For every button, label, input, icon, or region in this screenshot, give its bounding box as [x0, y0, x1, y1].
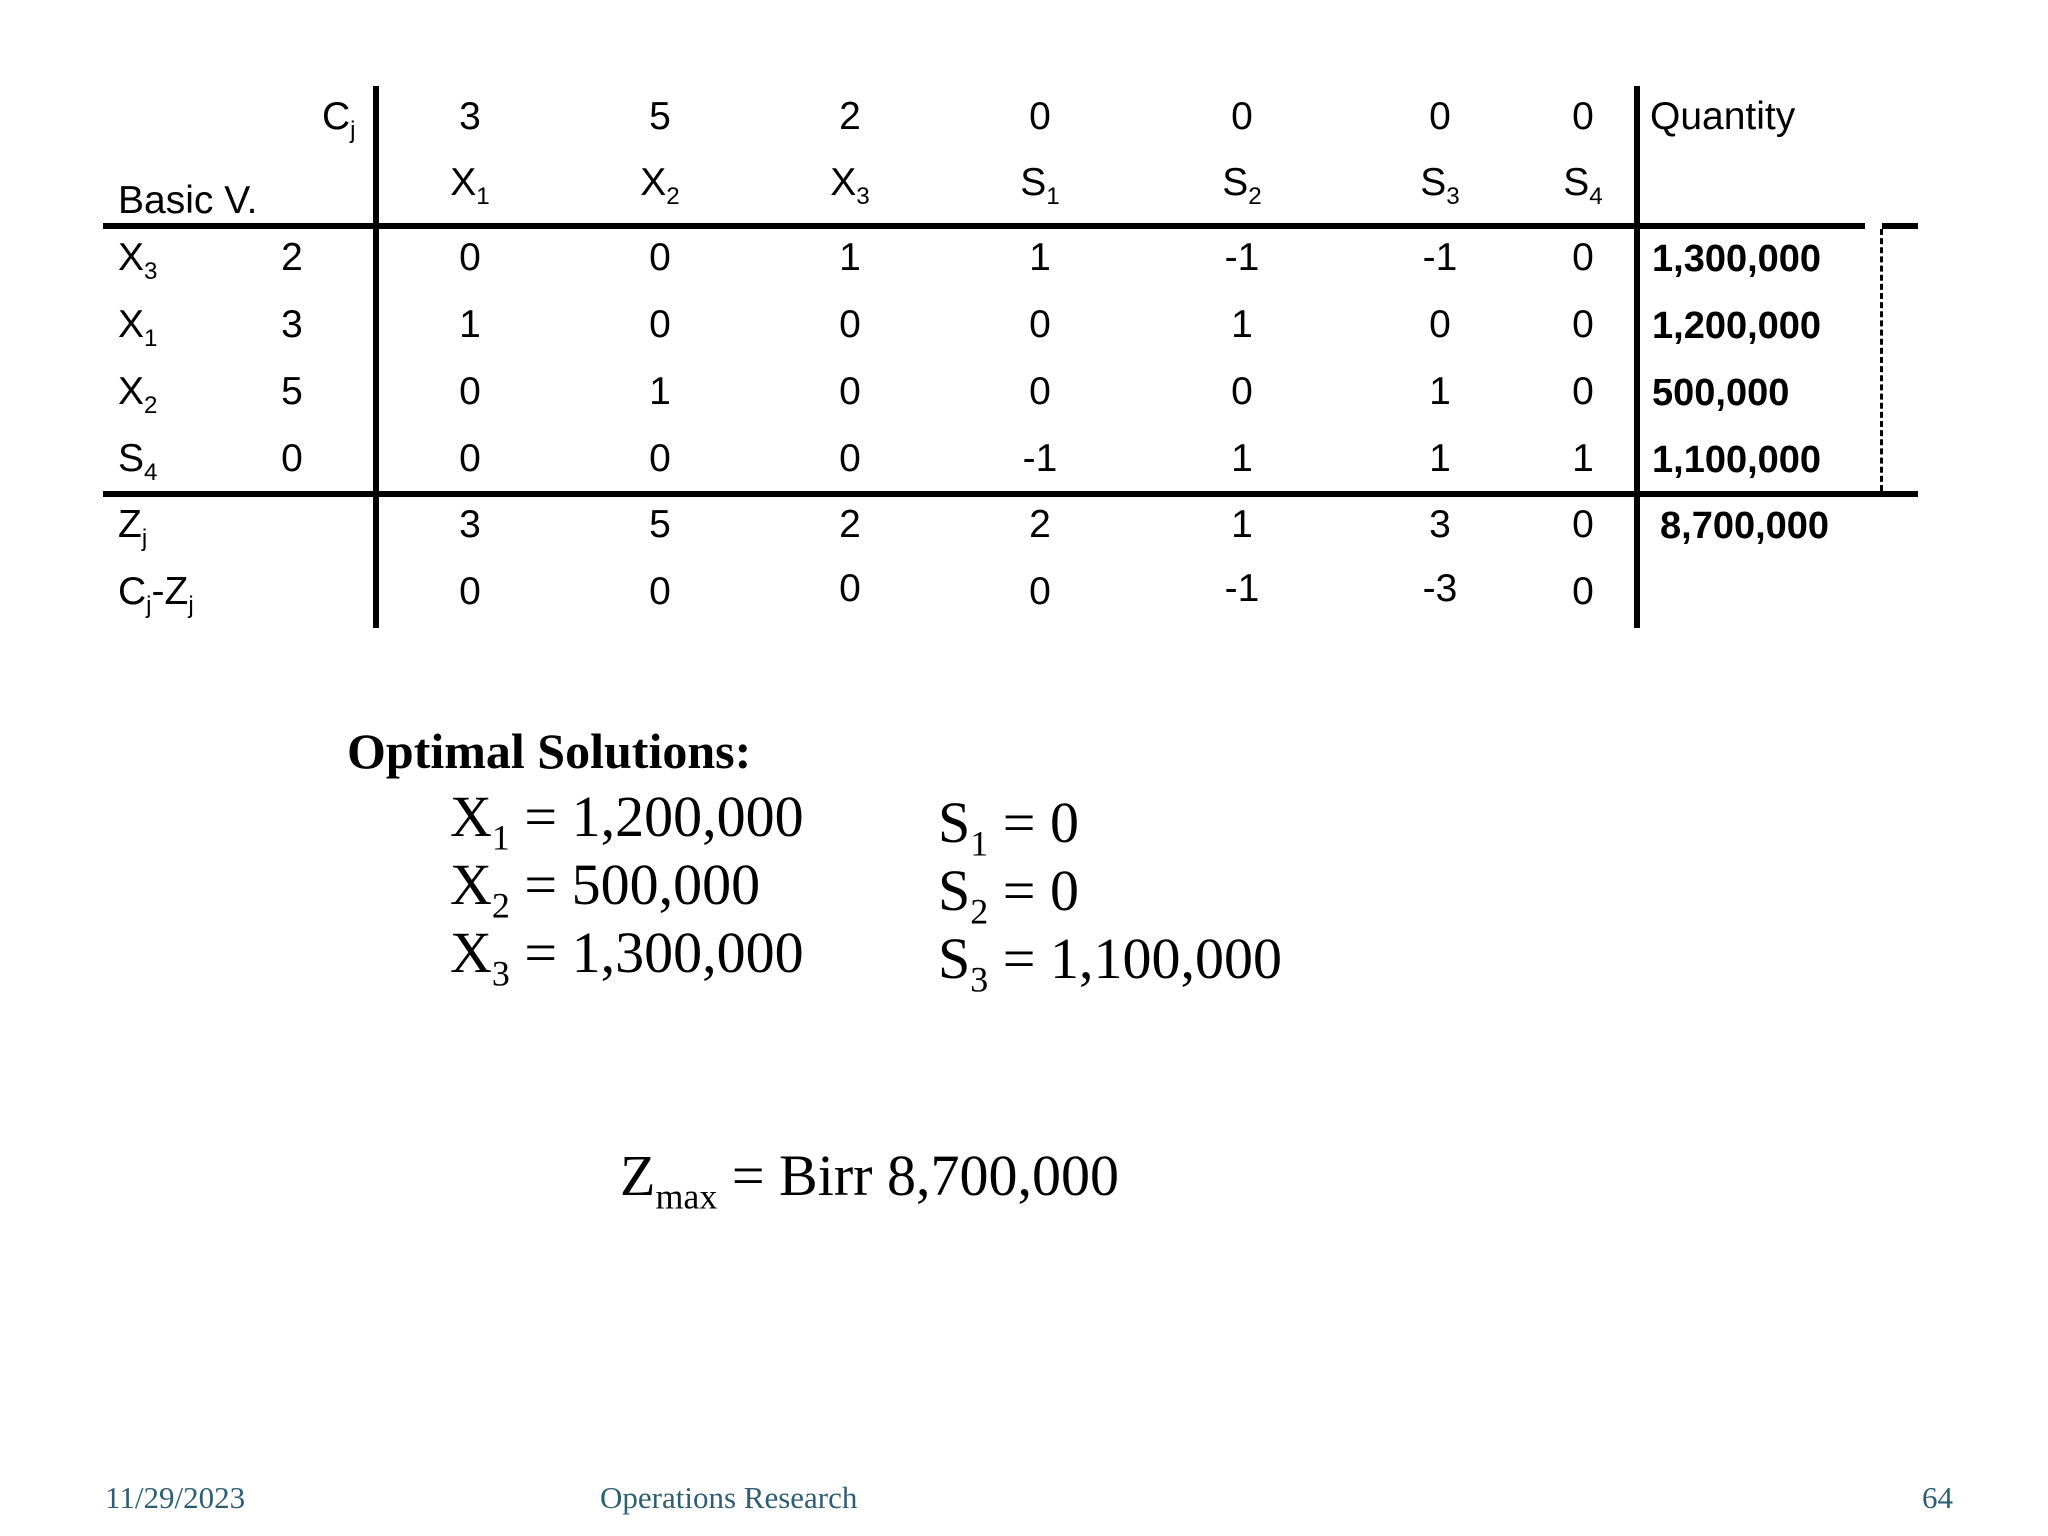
basis-cost: 0: [281, 437, 303, 480]
zj-value: 3: [459, 503, 481, 546]
cj-zj-label: $C_j-Z_j$: [118, 570, 194, 620]
coefficient-cell: 1: [459, 303, 481, 346]
column-variable-header: [450, 161, 490, 211]
quantity-value: 1,200,000: [1652, 305, 1822, 347]
coefficient-cell: 1: [1429, 370, 1451, 413]
coefficient-cell: -1: [1022, 437, 1058, 480]
cj-value: 3: [459, 95, 481, 138]
coefficient-cell: 0: [839, 370, 861, 413]
zmax-equation: $Z_{max}$ = Birr 8,700,000: [620, 1143, 1119, 1217]
coefficient-cell: 0: [1029, 370, 1051, 413]
tableau-header-rule: [103, 223, 1865, 229]
quantity-value: 1,300,000: [1652, 238, 1822, 280]
solution-equation: [450, 852, 761, 926]
column-variable-header: [1563, 161, 1603, 211]
coefficient-cell: 0: [1572, 236, 1594, 279]
cj-value: 0: [1572, 95, 1594, 138]
coefficient-cell: 0: [649, 236, 671, 279]
variable-subscript: 2: [970, 891, 989, 932]
equation-value: = 0: [988, 790, 1079, 855]
zj-value: 3: [1429, 503, 1451, 546]
coefficient-cell: -1: [1224, 236, 1260, 279]
variable-subscript: 3: [970, 959, 989, 1000]
basic-variable: [118, 437, 158, 487]
basic-variable: [118, 303, 158, 353]
variable-letter: S: [938, 790, 971, 855]
variable-letter: X: [450, 852, 492, 917]
variable-subscript: 4: [144, 459, 158, 487]
basic-variable: [118, 236, 158, 286]
coefficient-cell: 0: [459, 370, 481, 413]
solution-equation: [938, 790, 1079, 864]
coefficient-cell: 0: [1572, 303, 1594, 346]
solutions-heading: Optimal Solutions:: [347, 723, 752, 779]
column-variable-header: [640, 161, 680, 211]
cj-zj-value: 0: [1572, 570, 1594, 613]
cj-label: $C_j$: [322, 95, 356, 145]
variable-subscript: 2: [144, 392, 158, 420]
variable-letter: S: [938, 926, 971, 991]
basis-cost: 2: [281, 236, 303, 279]
basic-variable: [118, 370, 158, 420]
variable-subscript: 2: [1248, 183, 1262, 211]
column-variable-header: [830, 161, 870, 211]
zj-value: 2: [1029, 503, 1051, 546]
variable-letter: X: [118, 236, 145, 279]
cj-value: 5: [649, 95, 671, 138]
cj-value: 0: [1029, 95, 1051, 138]
tableau-dashed-border: [1880, 229, 1883, 491]
coefficient-cell: 0: [1029, 303, 1051, 346]
cj-zj-value: 0: [839, 567, 861, 610]
variable-letter: X: [640, 161, 667, 204]
variable-letter: S: [1222, 161, 1249, 204]
variable-subscript: 1: [1046, 183, 1060, 211]
equation-value: = 500,000: [509, 852, 761, 917]
variable-letter: X: [450, 784, 492, 849]
variable-subscript: 2: [491, 885, 510, 926]
coefficient-cell: 0: [839, 437, 861, 480]
cj-value: 0: [1231, 95, 1253, 138]
quantity-label: Quantity: [1650, 95, 1796, 138]
coefficient-cell: 0: [1429, 303, 1451, 346]
zj-value: 2: [839, 503, 861, 546]
variable-subscript: 1: [970, 823, 989, 864]
variable-letter: X: [118, 370, 145, 413]
zj-quantity: 8,700,000: [1660, 505, 1830, 547]
coefficient-cell: 0: [839, 303, 861, 346]
coefficient-cell: 0: [1572, 370, 1594, 413]
cj-zj-value: 0: [1029, 570, 1051, 613]
zj-value: 0: [1572, 503, 1594, 546]
cj-zj-value: 0: [649, 570, 671, 613]
basis-cost: 5: [281, 370, 303, 413]
tableau-divider-left: [373, 86, 379, 628]
cj-zj-value: 0: [459, 570, 481, 613]
solution-equation: [938, 858, 1079, 932]
tableau-header-rule-end: [1882, 223, 1918, 229]
coefficient-cell: 1: [1572, 437, 1594, 480]
solution-equation: [938, 926, 1282, 1000]
coefficient-cell: 1: [649, 370, 671, 413]
footer-title: Operations Research: [600, 1480, 858, 1515]
cj-zj-value: -3: [1422, 567, 1458, 610]
variable-letter: S: [1563, 161, 1590, 204]
equation-value: = 1,200,000: [509, 784, 804, 849]
tableau-divider-right: [1634, 86, 1640, 628]
quantity-value: 1,100,000: [1652, 439, 1822, 481]
column-variable-header: [1020, 161, 1060, 211]
coefficient-cell: 1: [1429, 437, 1451, 480]
equation-value: = 0: [988, 858, 1079, 923]
basic-variable-label: Basic V.: [118, 179, 258, 222]
zj-value: 1: [1231, 503, 1253, 546]
equation-value: = 1,100,000: [988, 926, 1282, 991]
variable-subscript: 3: [856, 183, 870, 211]
coefficient-cell: 1: [839, 236, 861, 279]
variable-subscript: 3: [144, 258, 158, 286]
variable-letter: X: [450, 161, 477, 204]
coefficient-cell: 0: [459, 437, 481, 480]
coefficient-cell: 0: [459, 236, 481, 279]
column-variable-header: [1420, 161, 1460, 211]
zj-value: 5: [649, 503, 671, 546]
variable-subscript: 4: [1589, 183, 1603, 211]
coefficient-cell: 0: [649, 303, 671, 346]
variable-subscript: 3: [1446, 183, 1460, 211]
quantity-value: 500,000: [1652, 372, 1790, 414]
basis-cost: 3: [281, 303, 303, 346]
variable-letter: S: [118, 437, 145, 480]
variable-letter: X: [830, 161, 857, 204]
column-variable-header: [1222, 161, 1262, 211]
coefficient-cell: 1: [1231, 437, 1253, 480]
coefficient-cell: 1: [1029, 236, 1051, 279]
footer-date: 11/29/2023: [105, 1480, 246, 1515]
variable-letter: X: [450, 920, 492, 985]
footer-page-number: 64: [1922, 1480, 1953, 1515]
cj-zj-value: -1: [1224, 567, 1260, 610]
cj-value: 0: [1429, 95, 1451, 138]
variable-letter: X: [118, 303, 145, 346]
cj-value: 2: [839, 95, 861, 138]
variable-letter: S: [1420, 161, 1447, 204]
solution-equation: [450, 784, 804, 858]
variable-subscript: 1: [476, 183, 490, 211]
variable-letter: S: [938, 858, 971, 923]
variable-subscript: 3: [491, 953, 510, 994]
variable-letter: S: [1020, 161, 1047, 204]
coefficient-cell: 0: [1231, 370, 1253, 413]
variable-subscript: 1: [144, 325, 158, 353]
coefficient-cell: -1: [1422, 236, 1458, 279]
zj-label: $Z_j$: [118, 503, 148, 553]
tableau-zj-rule: [103, 491, 1918, 497]
coefficient-cell: 1: [1231, 303, 1253, 346]
solution-equation: [450, 920, 804, 994]
coefficient-cell: 0: [649, 437, 671, 480]
equation-value: = 1,300,000: [509, 920, 804, 985]
variable-subscript: 1: [491, 817, 510, 858]
variable-subscript: 2: [666, 183, 680, 211]
